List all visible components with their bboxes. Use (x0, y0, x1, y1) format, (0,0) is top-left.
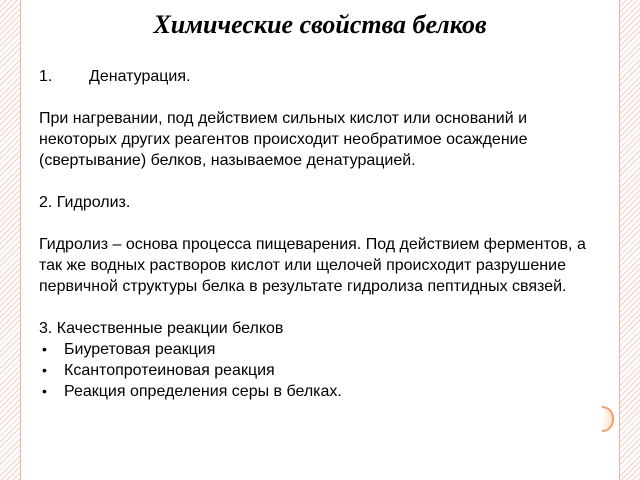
denaturation-heading (39, 66, 609, 87)
left-border-rule (20, 0, 21, 480)
decorative-orb-icon (602, 406, 614, 432)
list-item (39, 381, 609, 402)
bullet-icon: • (42, 362, 47, 378)
list-item-text: Ксантопротеиновая реакция (64, 362, 275, 379)
list-item (39, 339, 609, 360)
denaturation-number: 1. (39, 68, 53, 85)
right-decorative-border (620, 0, 640, 480)
denaturation-heading-text: Денатурация. (89, 68, 191, 85)
hydrolysis-heading: 2. Гидролиз. (39, 194, 131, 211)
bullet-icon: • (42, 341, 47, 357)
qualitative-reactions-heading: 3. Качественные реакции белков (39, 320, 284, 337)
right-border-rule (619, 0, 620, 480)
hydrolysis-paragraph: Гидролиз – основа процесса пищеварения. Под действием ферментов, а так же водных растворов кислот или щелочей происходит разрушение первичной структуры белка в результате гидролиза пептидных связей. (39, 236, 586, 295)
bullet-icon: • (42, 383, 47, 399)
qualitative-reactions-list (39, 339, 609, 402)
list-item (39, 360, 609, 381)
denaturation-paragraph: При нагревании, под действием сильных кислот или оснований и некоторых других реагентов происходит необратимое осаждение (свертывание) белков, называемое денатурацией. (39, 110, 528, 169)
list-item-text: Реакция определения серы в белках. (64, 383, 342, 400)
list-item-text: Биуретовая реакция (64, 341, 216, 358)
left-decorative-border (0, 0, 20, 480)
slide-body (39, 66, 609, 402)
slide-title: Химические свойства белков (153, 10, 487, 39)
